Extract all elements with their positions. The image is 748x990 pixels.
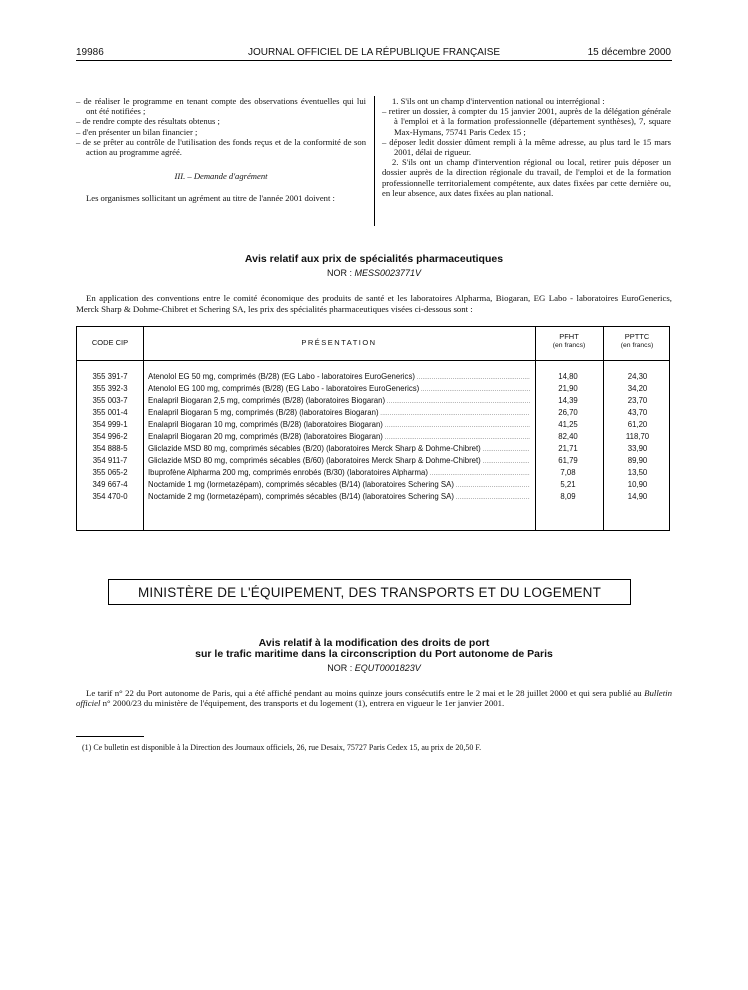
notice-title: Avis relatif à la modification des droits de port bbox=[258, 637, 490, 649]
numbered-item: 1. S'ils ont un champ d'intervention national ou interrégional : bbox=[392, 96, 605, 106]
table-row bbox=[77, 456, 669, 468]
cell-code: 355 065-2 bbox=[92, 468, 128, 477]
body-text: Le tarif n° 22 du Port autonome de Paris, qui a été affiché pendant au moins quinze jours consécutifs entre le 2 mai et le 28 juillet 2000 et qui sera publié au bbox=[86, 688, 645, 698]
table-row bbox=[77, 396, 669, 408]
bullet-item: – déposer ledit dossier dûment rempli à la même adresse, au plus tard le 15 mars 2001, délai de rigueur. bbox=[382, 136, 671, 158]
price-table bbox=[76, 326, 670, 531]
table-row bbox=[77, 468, 669, 480]
right-column bbox=[382, 96, 671, 198]
cell-pfht: 21,90 bbox=[558, 384, 578, 393]
nor-code: EQUT0001823V bbox=[354, 663, 421, 673]
cell-ppttc: 33,90 bbox=[627, 444, 648, 453]
footnote: (1) Ce bulletin est disponible à la Direction des Journaux officiels, 26, rue Desaix, 75727 Paris Cedex 15, au prix de 20,50 F. bbox=[82, 743, 482, 752]
cell-pfht: 7,08 bbox=[560, 468, 576, 477]
col-header-pfht: PFHT bbox=[559, 332, 579, 341]
section-heading: III. – Demande d'agrément bbox=[174, 171, 268, 182]
cell-pfht: 26,70 bbox=[558, 408, 578, 417]
table-row bbox=[77, 372, 669, 384]
column-divider bbox=[374, 96, 375, 226]
col-header-code: CODE CIP bbox=[91, 338, 129, 347]
table-row bbox=[77, 408, 669, 420]
header-rule bbox=[76, 60, 672, 61]
cell-presentation: Enalapril Biogaran 5 mg, comprimés (B/28) (laboratoires Biogaran) ..... bbox=[148, 408, 530, 417]
cell-presentation: Atenolol EG 100 mg, comprimés (B/28) (EG Labo - laboratoires EuroGenerics) ..... bbox=[148, 384, 530, 393]
table-row bbox=[77, 444, 669, 456]
journal-title: JOURNAL OFFICIEL DE LA RÉPUBLIQUE FRANÇAISE bbox=[247, 47, 501, 58]
bullet-item: – de rendre compte des résultats obtenus ; bbox=[76, 116, 220, 127]
issue-date: 15 décembre 2000 bbox=[587, 47, 671, 58]
notice-subtitle: sur le trafic maritime dans la circonscription du Port autonome de Paris bbox=[195, 648, 553, 660]
cell-pfht: 8,09 bbox=[560, 492, 576, 501]
cell-pfht: 14,80 bbox=[558, 372, 578, 381]
paragraph: Les organismes sollicitant un agrément au titre de l'année 2001 doivent : bbox=[86, 193, 335, 204]
table-row bbox=[77, 384, 669, 396]
cell-ppttc: 23,70 bbox=[627, 396, 648, 405]
bulletin-title: Bulletin officiel bbox=[76, 688, 672, 709]
cell-ppttc: 61,20 bbox=[627, 420, 648, 429]
cell-code: 355 392-3 bbox=[92, 384, 128, 393]
cell-presentation: Enalapril Biogaran 10 mg, comprimés (B/28) (laboratoires Biogaran) ..... bbox=[148, 420, 530, 429]
cell-ppttc: 34,20 bbox=[627, 384, 648, 393]
bullet-item: – retirer un dossier, à compter du 15 janvier 2001, auprès de la délégation générale à l'emploi et à la formation professionnelle (département synthèses), 7, square Max-Hymans, 75741 Paris Cedex 15 ; bbox=[382, 106, 671, 137]
cell-presentation: Ibuprofène Alpharma 200 mg, comprimés enrobés (B/30) (laboratoires Alpharma) ..... bbox=[148, 468, 530, 477]
cell-pfht: 5,21 bbox=[560, 480, 576, 489]
cell-ppttc: 89,90 bbox=[627, 456, 648, 465]
cell-presentation: Atenolol EG 50 mg, comprimés (B/28) (EG Labo - laboratoires EuroGenerics) ..... bbox=[148, 372, 530, 381]
cell-code: 354 999-1 bbox=[92, 420, 128, 429]
cell-pfht: 41,25 bbox=[558, 420, 578, 429]
cell-ppttc: 13,50 bbox=[627, 468, 648, 477]
cell-code: 354 911-7 bbox=[92, 456, 128, 465]
header-rule bbox=[77, 360, 669, 361]
table-row bbox=[77, 420, 669, 432]
notice-body bbox=[76, 688, 672, 709]
cell-presentation: Enalapril Biogaran 20 mg, comprimés (B/28) (laboratoires Biogaran) ..... bbox=[148, 432, 530, 441]
nor-reference bbox=[0, 268, 748, 278]
nor-label: NOR : bbox=[327, 663, 353, 673]
cell-pfht: 61,79 bbox=[558, 456, 578, 465]
cell-code: 355 003-7 bbox=[92, 396, 128, 405]
cell-presentation: Noctamide 2 mg (lormetazépam), comprimés sécables (B/14) (laboratoires Schering SA) ..... bbox=[148, 492, 530, 501]
table-row bbox=[77, 492, 669, 504]
cell-presentation: Noctamide 1 mg (lormetazépam), comprimés sécables (B/14) (laboratoires Schering SA) ..... bbox=[148, 480, 530, 489]
ministry-heading: MINISTÈRE DE L'ÉQUIPEMENT, DES TRANSPORTS ET DU LOGEMENT bbox=[108, 579, 631, 605]
cell-pfht: 14,39 bbox=[558, 396, 578, 405]
cell-ppttc: 24,30 bbox=[627, 372, 648, 381]
bullet-item: – de se prêter au contrôle de l'utilisation des fonds reçus et de la conformité de son action au programme agréé. bbox=[76, 136, 366, 158]
left-column bbox=[76, 96, 366, 204]
cell-code: 355 001-4 bbox=[92, 408, 128, 417]
footnote-rule bbox=[76, 736, 144, 737]
col-header-pfht-unit: (en francs) bbox=[552, 342, 586, 349]
cell-ppttc: 14,90 bbox=[627, 492, 648, 501]
nor-label: NOR : bbox=[326, 268, 352, 278]
cell-code: 354 888-5 bbox=[92, 444, 128, 453]
table-row bbox=[77, 432, 669, 444]
cell-pfht: 21,71 bbox=[558, 444, 578, 453]
col-header-presentation: PRÉSENTATION bbox=[301, 338, 377, 347]
nor-reference bbox=[0, 663, 748, 673]
cell-ppttc: 118,70 bbox=[625, 432, 650, 441]
nor-code: MESS0023771V bbox=[354, 268, 422, 278]
col-header-ppttc: PPTTC bbox=[624, 332, 650, 341]
numbered-item: 2. S'ils ont un champ d'intervention régional ou local, retirer puis déposer un dossier auprès de la direction régionale du travail, de l'emploi et de la formation professionnelle territorialement compétente, aux dates fixées par cette dernière ou, en leur absence, aux dates fixées au plan national. bbox=[382, 157, 671, 198]
cell-code: 355 391-7 bbox=[92, 372, 128, 381]
bullet-item: – de réaliser le programme en tenant compte des observations éventuelles qui lui ont été notifiées ; bbox=[76, 96, 366, 117]
bullet-item: – d'en présenter un bilan financier ; bbox=[76, 126, 198, 137]
cell-code: 354 996-2 bbox=[92, 432, 128, 441]
table-row bbox=[77, 480, 669, 492]
notice-title: Avis relatif aux prix de spécialités pharmaceutiques bbox=[244, 253, 504, 265]
page-number: 19986 bbox=[76, 47, 104, 58]
cell-pfht: 82,40 bbox=[558, 432, 578, 441]
cell-presentation: Enalapril Biogaran 2,5 mg, comprimés (B/28) (laboratoires Biogaran) ..... bbox=[148, 396, 530, 405]
cell-code: 349 667-4 bbox=[92, 480, 128, 489]
col-header-ppttc-unit: (en francs) bbox=[620, 342, 654, 349]
body-text: n° 2000/23 du ministère de l'équipement, des transports et du logement (1), entrera en vigueur le 1er janvier 2001. bbox=[100, 698, 505, 709]
cell-ppttc: 10,90 bbox=[627, 480, 648, 489]
cell-presentation: Gliclazide MSD 80 mg, comprimés sécables (B/60) (laboratoires Merck Sharp & Dohme-Chibret) ..... bbox=[148, 456, 530, 465]
cell-presentation: Gliclazide MSD 80 mg, comprimés sécables (B/20) (laboratoires Merck Sharp & Dohme-Chibret) ..... bbox=[148, 444, 530, 453]
cell-ppttc: 43,70 bbox=[627, 408, 648, 417]
notice-intro: En application des conventions entre le comité économique des produits de santé et les laboratoires Alpharma, Biogaran, EG Labo - laboratoires EuroGenerics, Merck Sharp & Dohme-Chibret et Schering SA, les prix des spécialités pharmaceutiques visées ci-dessous sont : bbox=[76, 293, 672, 314]
cell-code: 354 470-0 bbox=[92, 492, 128, 501]
